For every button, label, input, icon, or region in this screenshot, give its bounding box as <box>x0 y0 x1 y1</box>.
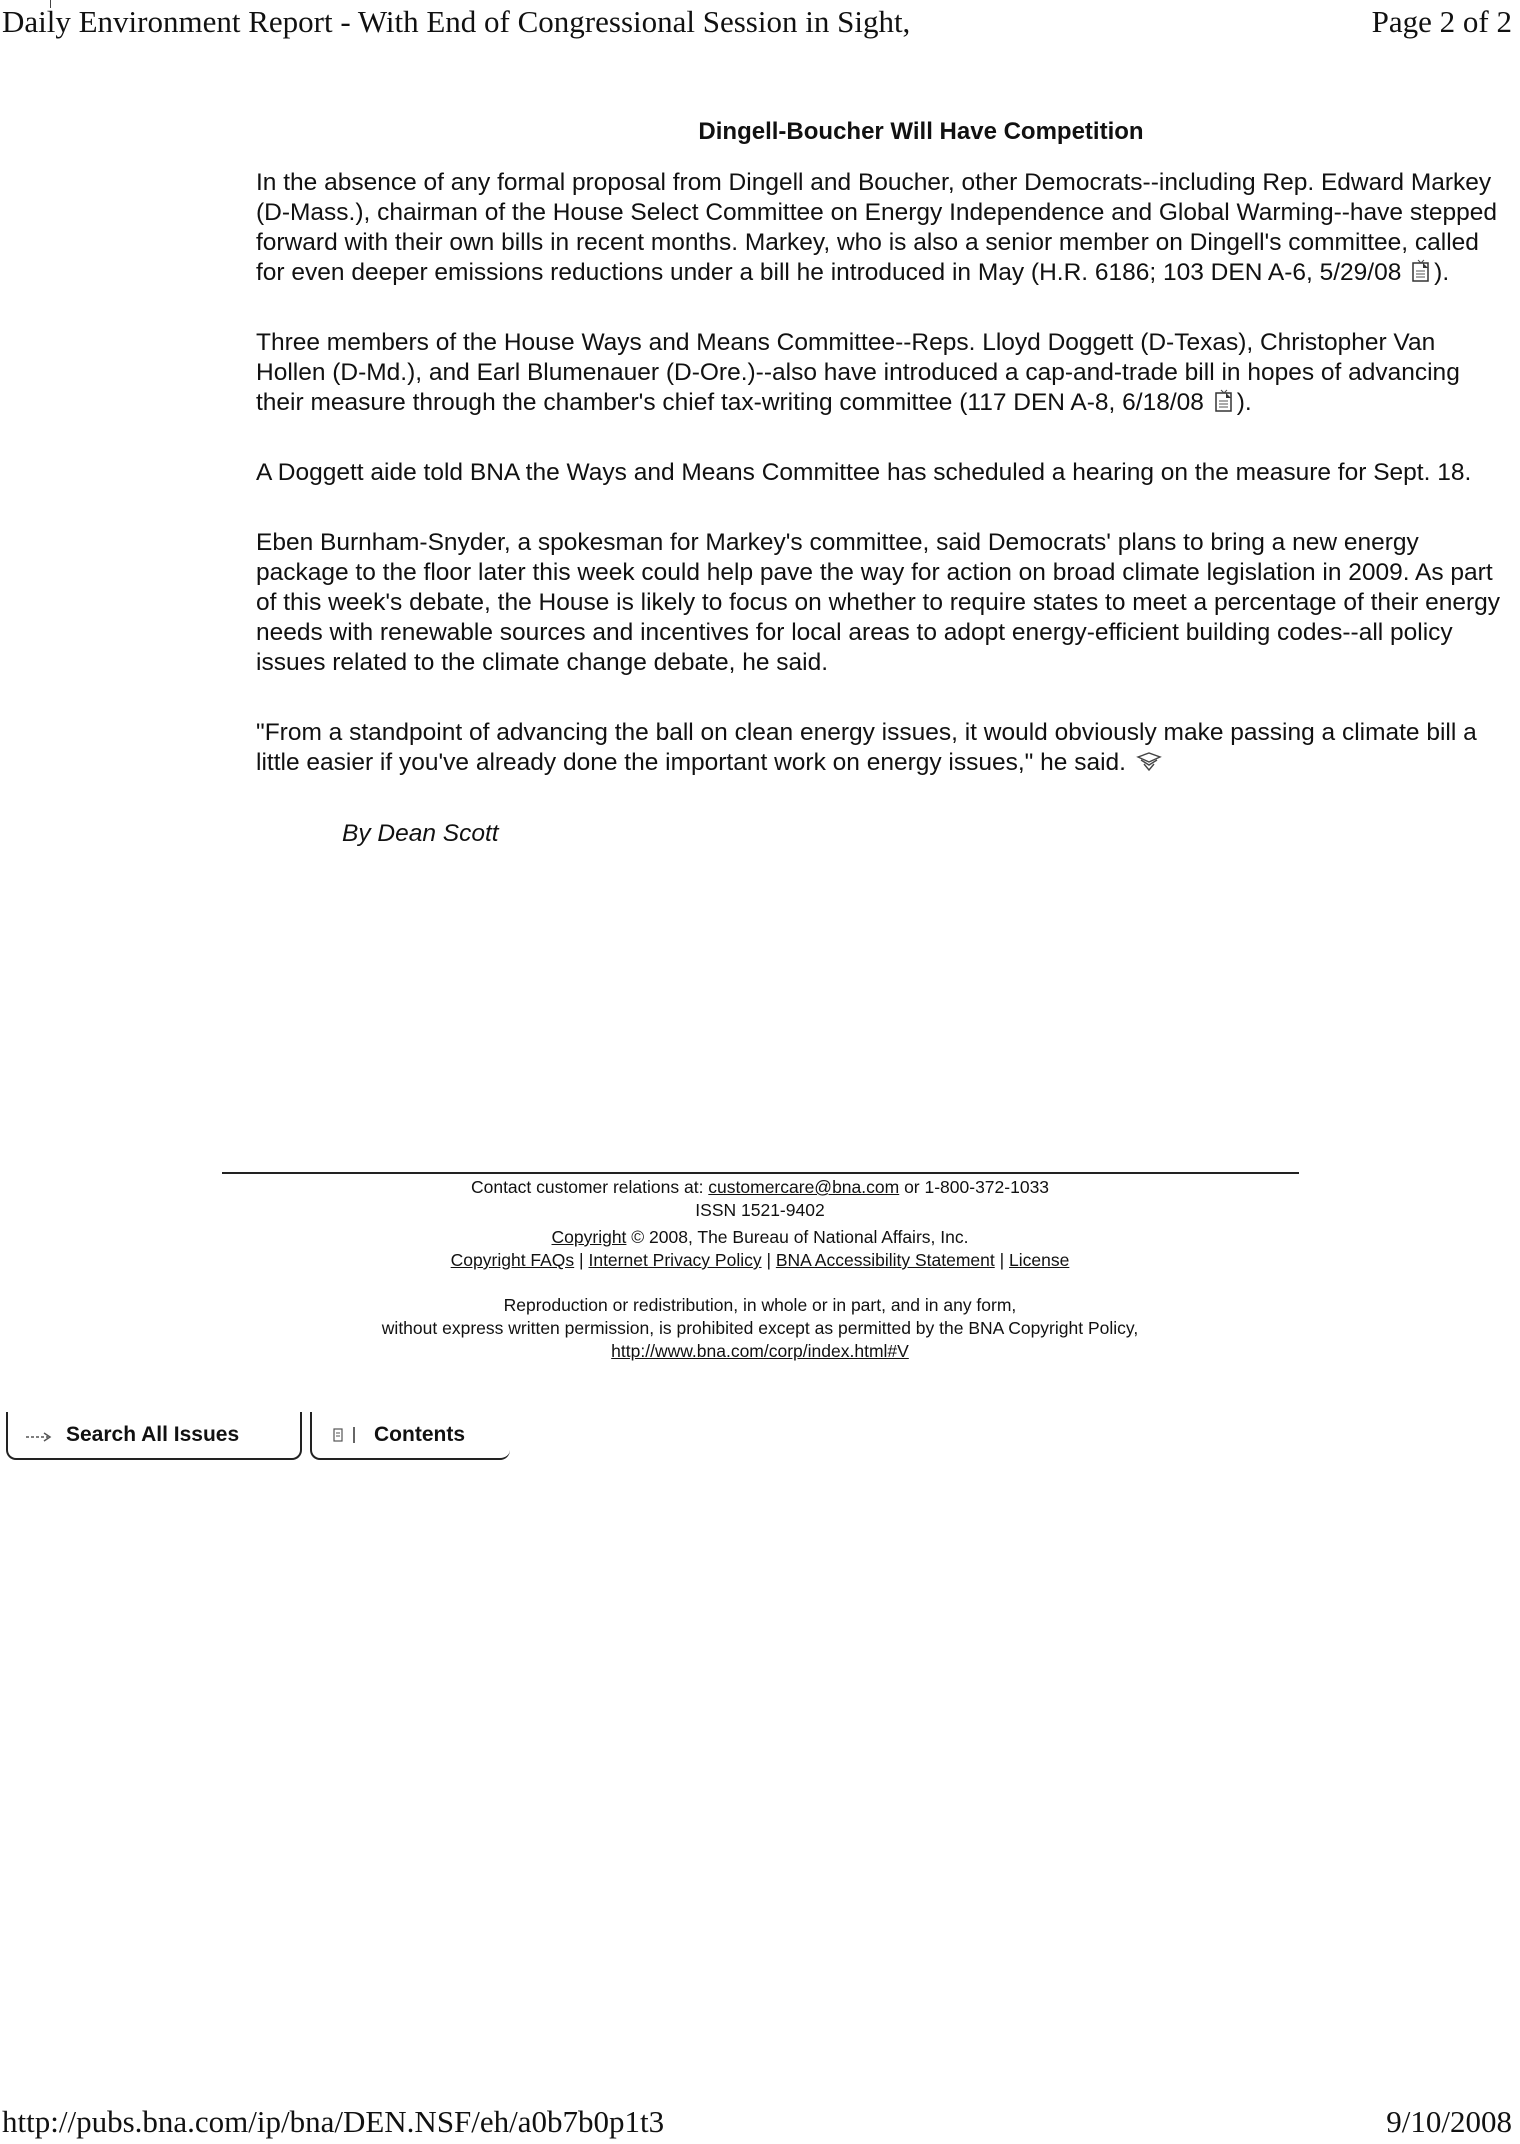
license-link[interactable]: License <box>1009 1250 1070 1270</box>
article <box>256 118 1506 848</box>
paragraph-4: Eben Burnham-Snyder, a spokesman for Markey's committee, said Democrats' plans to bring a new energy package to the floor later this week could help pave the way for action on broad climate legislation in 2009. As part of this week's debate, the House is likely to focus on whether to require states to meet a percentage of their energy needs with renewable sources and incentives for local areas to adopt energy-efficient building codes--all policy issues related to the climate change debate, he said. <box>256 529 1500 676</box>
section-heading: Dingell-Boucher Will Have Competition <box>698 118 1144 145</box>
issn: ISSN 1521-9402 <box>695 1200 825 1220</box>
contact-phone: or 1-800-372-1033 <box>899 1177 1050 1197</box>
copyright-policy-url[interactable]: http://www.bna.com/corp/index.html#V <box>611 1341 909 1361</box>
reproduction-notice-line-2: without express written permission, is prohibited except as permitted by the BNA Copyright Policy, <box>381 1318 1139 1338</box>
accessibility-statement-link[interactable]: BNA Accessibility Statement <box>775 1250 995 1270</box>
print-footer-url: http://pubs.bna.com/ip/bna/DEN.NSF/eh/a0b7b0p1t3 <box>2 2104 665 2139</box>
paragraph-5 <box>256 718 1506 778</box>
link-separator: | <box>574 1250 589 1270</box>
search-arrow-icon <box>22 1425 56 1445</box>
end-of-story-icon <box>1135 751 1163 775</box>
paragraph-5-text: "From a standpoint of advancing the ball on clean energy issues, it would obviously make passing a climate bill a little easier if you've already done the important work on energy issues," he said. <box>256 719 1477 776</box>
document-link-icon[interactable] <box>1213 389 1235 413</box>
print-footer-date: 9/10/2008 <box>1386 2104 1512 2139</box>
copyright-line <box>220 1226 1300 1249</box>
print-header-title: Daily Environment Report - With End of Congressional Session in Sight, <box>2 4 911 39</box>
link-separator: | <box>761 1250 776 1270</box>
copyright-faqs-link[interactable]: Copyright FAQs <box>450 1250 575 1270</box>
document-link-icon[interactable] <box>1410 259 1432 283</box>
paragraph-2-text: Three members of the House Ways and Means Committee--Reps. Lloyd Doggett (D-Texas), Christopher Van Hollen (D-Md.), and Earl Blumenauer (D-Ore.)--also have introduced a cap-and-trade bill in hopes of advancing their measure through the chamber's chief tax-writing committee (117 DEN A-8, 6/18/08 <box>256 329 1460 416</box>
contents-button[interactable] <box>310 1412 510 1460</box>
paragraph-1 <box>256 168 1506 288</box>
search-all-issues-button[interactable] <box>6 1412 302 1460</box>
contents-icon <box>322 1425 364 1445</box>
byline: By Dean Scott <box>342 820 499 847</box>
copyright-link[interactable]: Copyright <box>551 1227 627 1247</box>
paragraph-2 <box>256 328 1506 418</box>
paragraph-1-text: In the absence of any formal proposal from Dingell and Boucher, other Democrats--including Rep. Edward Markey (D-Mass.), chairman of the House Select Committee on Energy Independence and Global Warming--have stepped forward with their own bills in recent months. Markey, who is also a senior member on Dingell's committee, called for even deeper emissions reductions under a bill he introduced in May (H.R. 6186; 103 DEN A-6, 5/29/08 <box>256 169 1498 286</box>
print-page-number: Page 2 of 2 <box>1371 4 1512 39</box>
link-separator: | <box>994 1250 1010 1270</box>
contact-email-link[interactable]: customercare@bna.com <box>708 1177 900 1197</box>
reproduction-notice-line-1: Reproduction or redistribution, in whole or in part, and in any form, <box>503 1295 1017 1315</box>
contents-label: Contents <box>374 1423 465 1446</box>
contact-line <box>220 1176 1300 1199</box>
privacy-policy-link[interactable]: Internet Privacy Policy <box>588 1250 762 1270</box>
search-all-issues-label: Search All Issues <box>66 1423 240 1446</box>
copyright-text: © 2008, The Bureau of National Affairs, Inc. <box>626 1227 969 1247</box>
paragraph-3: A Doggett aide told BNA the Ways and Means Committee has scheduled a hearing on the measure for Sept. 18. <box>256 459 1472 486</box>
footer <box>220 1176 1300 1363</box>
paragraph-2-end: ). <box>1236 389 1252 416</box>
footer-spacer <box>220 1272 1300 1294</box>
footer-divider <box>222 1172 1299 1174</box>
policy-links <box>220 1249 1300 1272</box>
paragraph-1-end: ). <box>1434 259 1450 286</box>
nav-buttons <box>6 1408 510 1464</box>
contact-prefix: Contact customer relations at: <box>470 1177 709 1197</box>
